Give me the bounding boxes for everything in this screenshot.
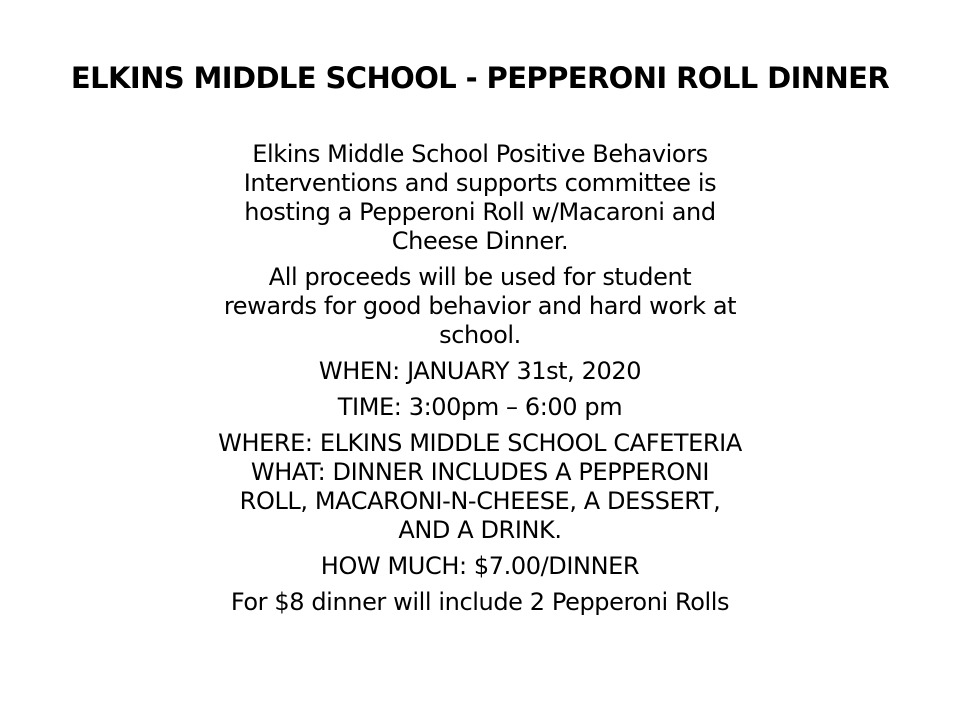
intro-line-3: hosting a Pepperoni Roll w/Macaroni and	[244, 198, 716, 226]
proceeds-line-2: rewards for good behavior and hard work at	[223, 292, 737, 320]
eight-dollar-option: For $8 dinner will include 2 Pepperoni Rolls	[230, 588, 730, 616]
event-location: WHERE: ELKINS MIDDLE SCHOOL CAFETERIA	[218, 429, 742, 457]
dinner-price: HOW MUCH: $7.00/DINNER	[320, 552, 640, 580]
flyer-title: ELKINS MIDDLE SCHOOL - PEPPERONI ROLL DINNER	[70, 61, 890, 95]
what-paragraph	[130, 458, 830, 545]
what-line-1: WHAT: DINNER INCLUDES A PEPPERONI	[250, 458, 710, 486]
intro-line-2: Interventions and supports committee is	[243, 169, 717, 197]
when-paragraph	[130, 357, 830, 386]
where-paragraph	[130, 429, 830, 458]
intro-line-4: Cheese Dinner.	[391, 227, 569, 255]
what-line-3: AND A DRINK.	[398, 516, 562, 544]
intro-line-1: Elkins Middle School Positive Behaviors	[252, 140, 708, 168]
proceeds-line-1: All proceeds will be used for student	[268, 263, 692, 291]
event-time: TIME: 3:00pm – 6:00 pm	[337, 393, 623, 421]
proceeds-paragraph	[130, 263, 830, 350]
what-line-2: ROLL, MACARONI-N-CHEESE, A DESSERT,	[239, 487, 721, 515]
intro-paragraph	[130, 140, 830, 256]
price-paragraph	[130, 552, 830, 581]
proceeds-line-3: school.	[439, 321, 521, 349]
time-paragraph	[130, 393, 830, 422]
flyer-body	[130, 140, 830, 617]
upgrade-paragraph	[130, 588, 830, 617]
event-date: WHEN: JANUARY 31st, 2020	[318, 357, 642, 385]
